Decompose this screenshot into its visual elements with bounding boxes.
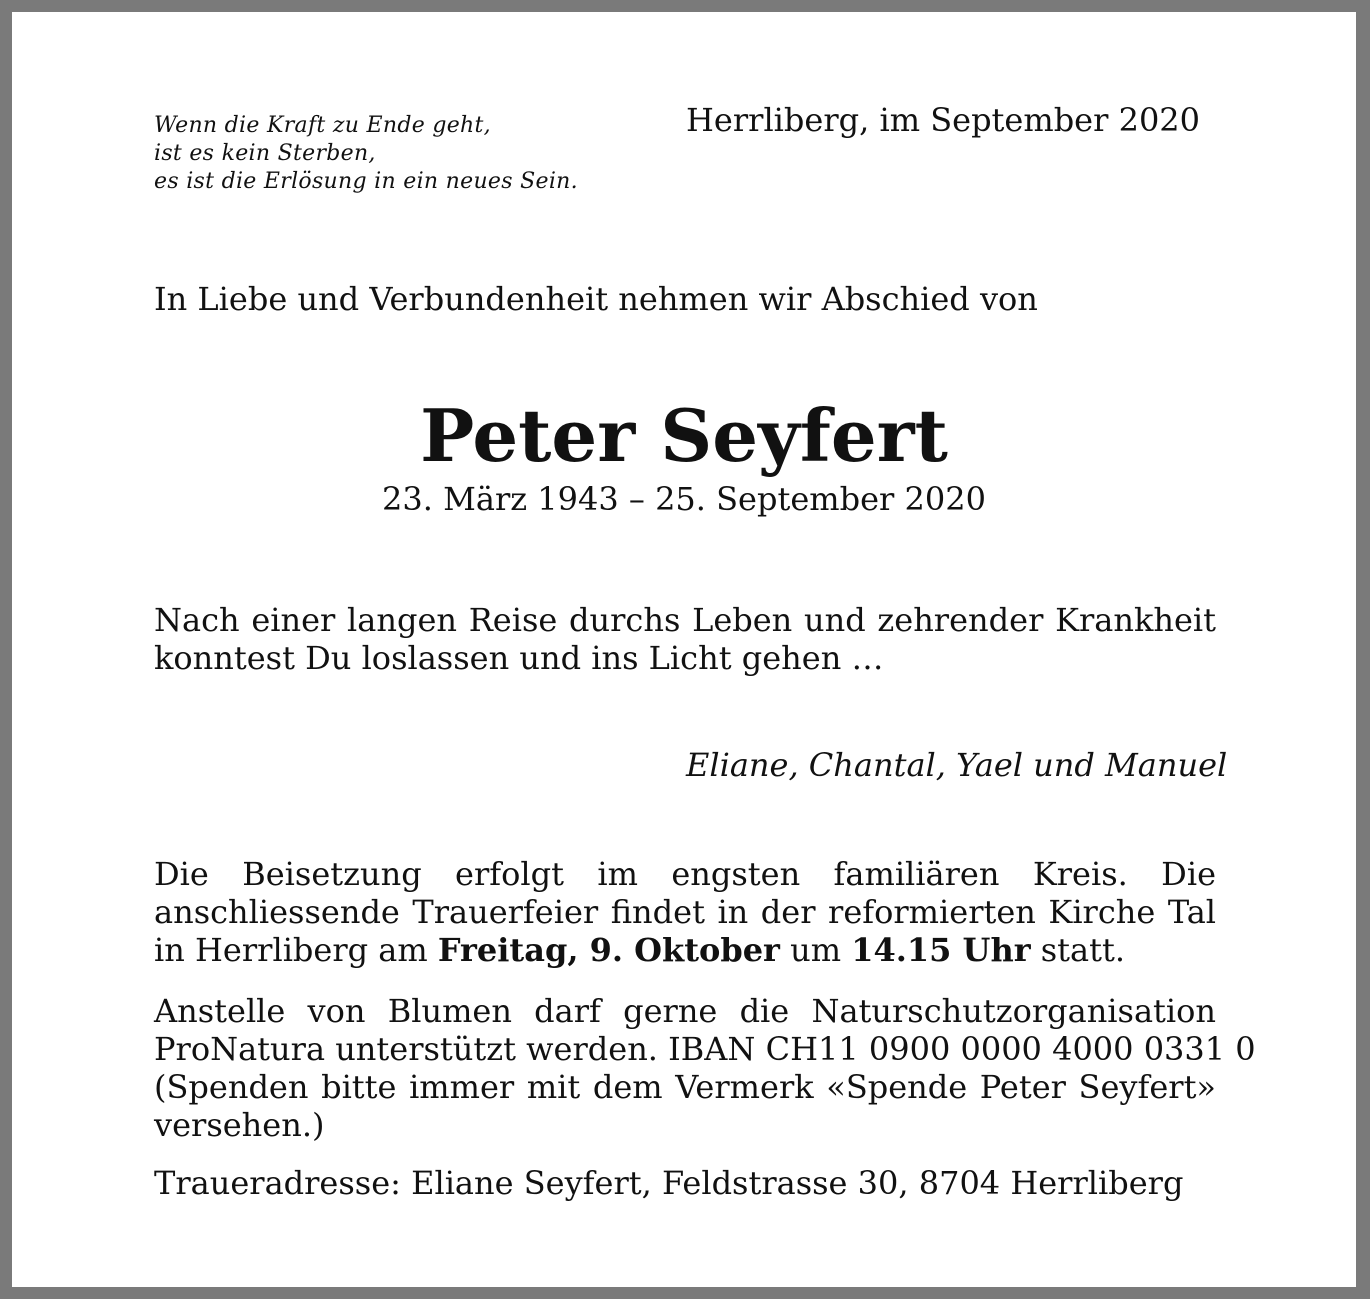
motto-line-1: Wenn die Kraft zu Ende geht, <box>154 113 491 138</box>
burial-paragraph <box>154 855 1216 969</box>
motto-line-2: ist es kein Sterben, <box>154 141 376 166</box>
life-dates: 23. März 1943 – 25. September 2020 <box>382 480 986 518</box>
obituary-page <box>12 12 1356 1287</box>
farewell-line-1: Nach einer langen Reise durchs Leben und zehrender Krankheit <box>154 601 1216 639</box>
burial-line-3-post: statt. <box>1030 931 1125 969</box>
intro-text: In Liebe und Verbundenheit nehmen wir Abschied von <box>154 280 1038 318</box>
farewell-paragraph <box>154 601 1216 677</box>
donation-line-3: (Spenden bitte immer mit dem Vermerk «Spende Peter Seyfert» <box>154 1068 1216 1106</box>
family-signature: Eliane, Chantal, Yael und Manuel <box>686 746 1228 784</box>
burial-line-3-mid: um <box>779 931 852 969</box>
burial-line-2: anschliessende Trauerfeier findet in der reformierten Kirche Tal <box>154 893 1216 931</box>
donation-paragraph <box>154 992 1256 1144</box>
mourning-address: Traueradresse: Eliane Seyfert, Feldstrasse 30, 8704 Herrliberg <box>154 1164 1184 1202</box>
donation-line-1: Anstelle von Blumen darf gerne die Naturschutzorganisation <box>154 992 1216 1030</box>
donation-line-4: versehen.) <box>154 1106 325 1144</box>
motto-verse <box>154 112 578 196</box>
farewell-line-2: konntest Du loslassen und ins Licht gehen … <box>154 639 884 677</box>
burial-line-3 <box>154 931 1216 969</box>
deceased-name: Peter Seyfert <box>420 393 948 478</box>
burial-time: 14.15 Uhr <box>851 931 1031 969</box>
burial-line-3-pre: in Herrliberg am <box>154 931 438 969</box>
burial-line-1: Die Beisetzung erfolgt im engsten familiären Kreis. Die <box>154 855 1216 893</box>
place-and-date: Herrliberg, im September 2020 <box>686 101 1201 139</box>
burial-date: Freitag, 9. Oktober <box>437 931 780 969</box>
donation-line-2: ProNatura unterstützt werden. IBAN CH11 0900 0000 4000 0331 0 <box>154 1030 1256 1068</box>
address-paragraph <box>154 1164 1216 1202</box>
motto-line-3: es ist die Erlösung in ein neues Sein. <box>154 169 578 194</box>
